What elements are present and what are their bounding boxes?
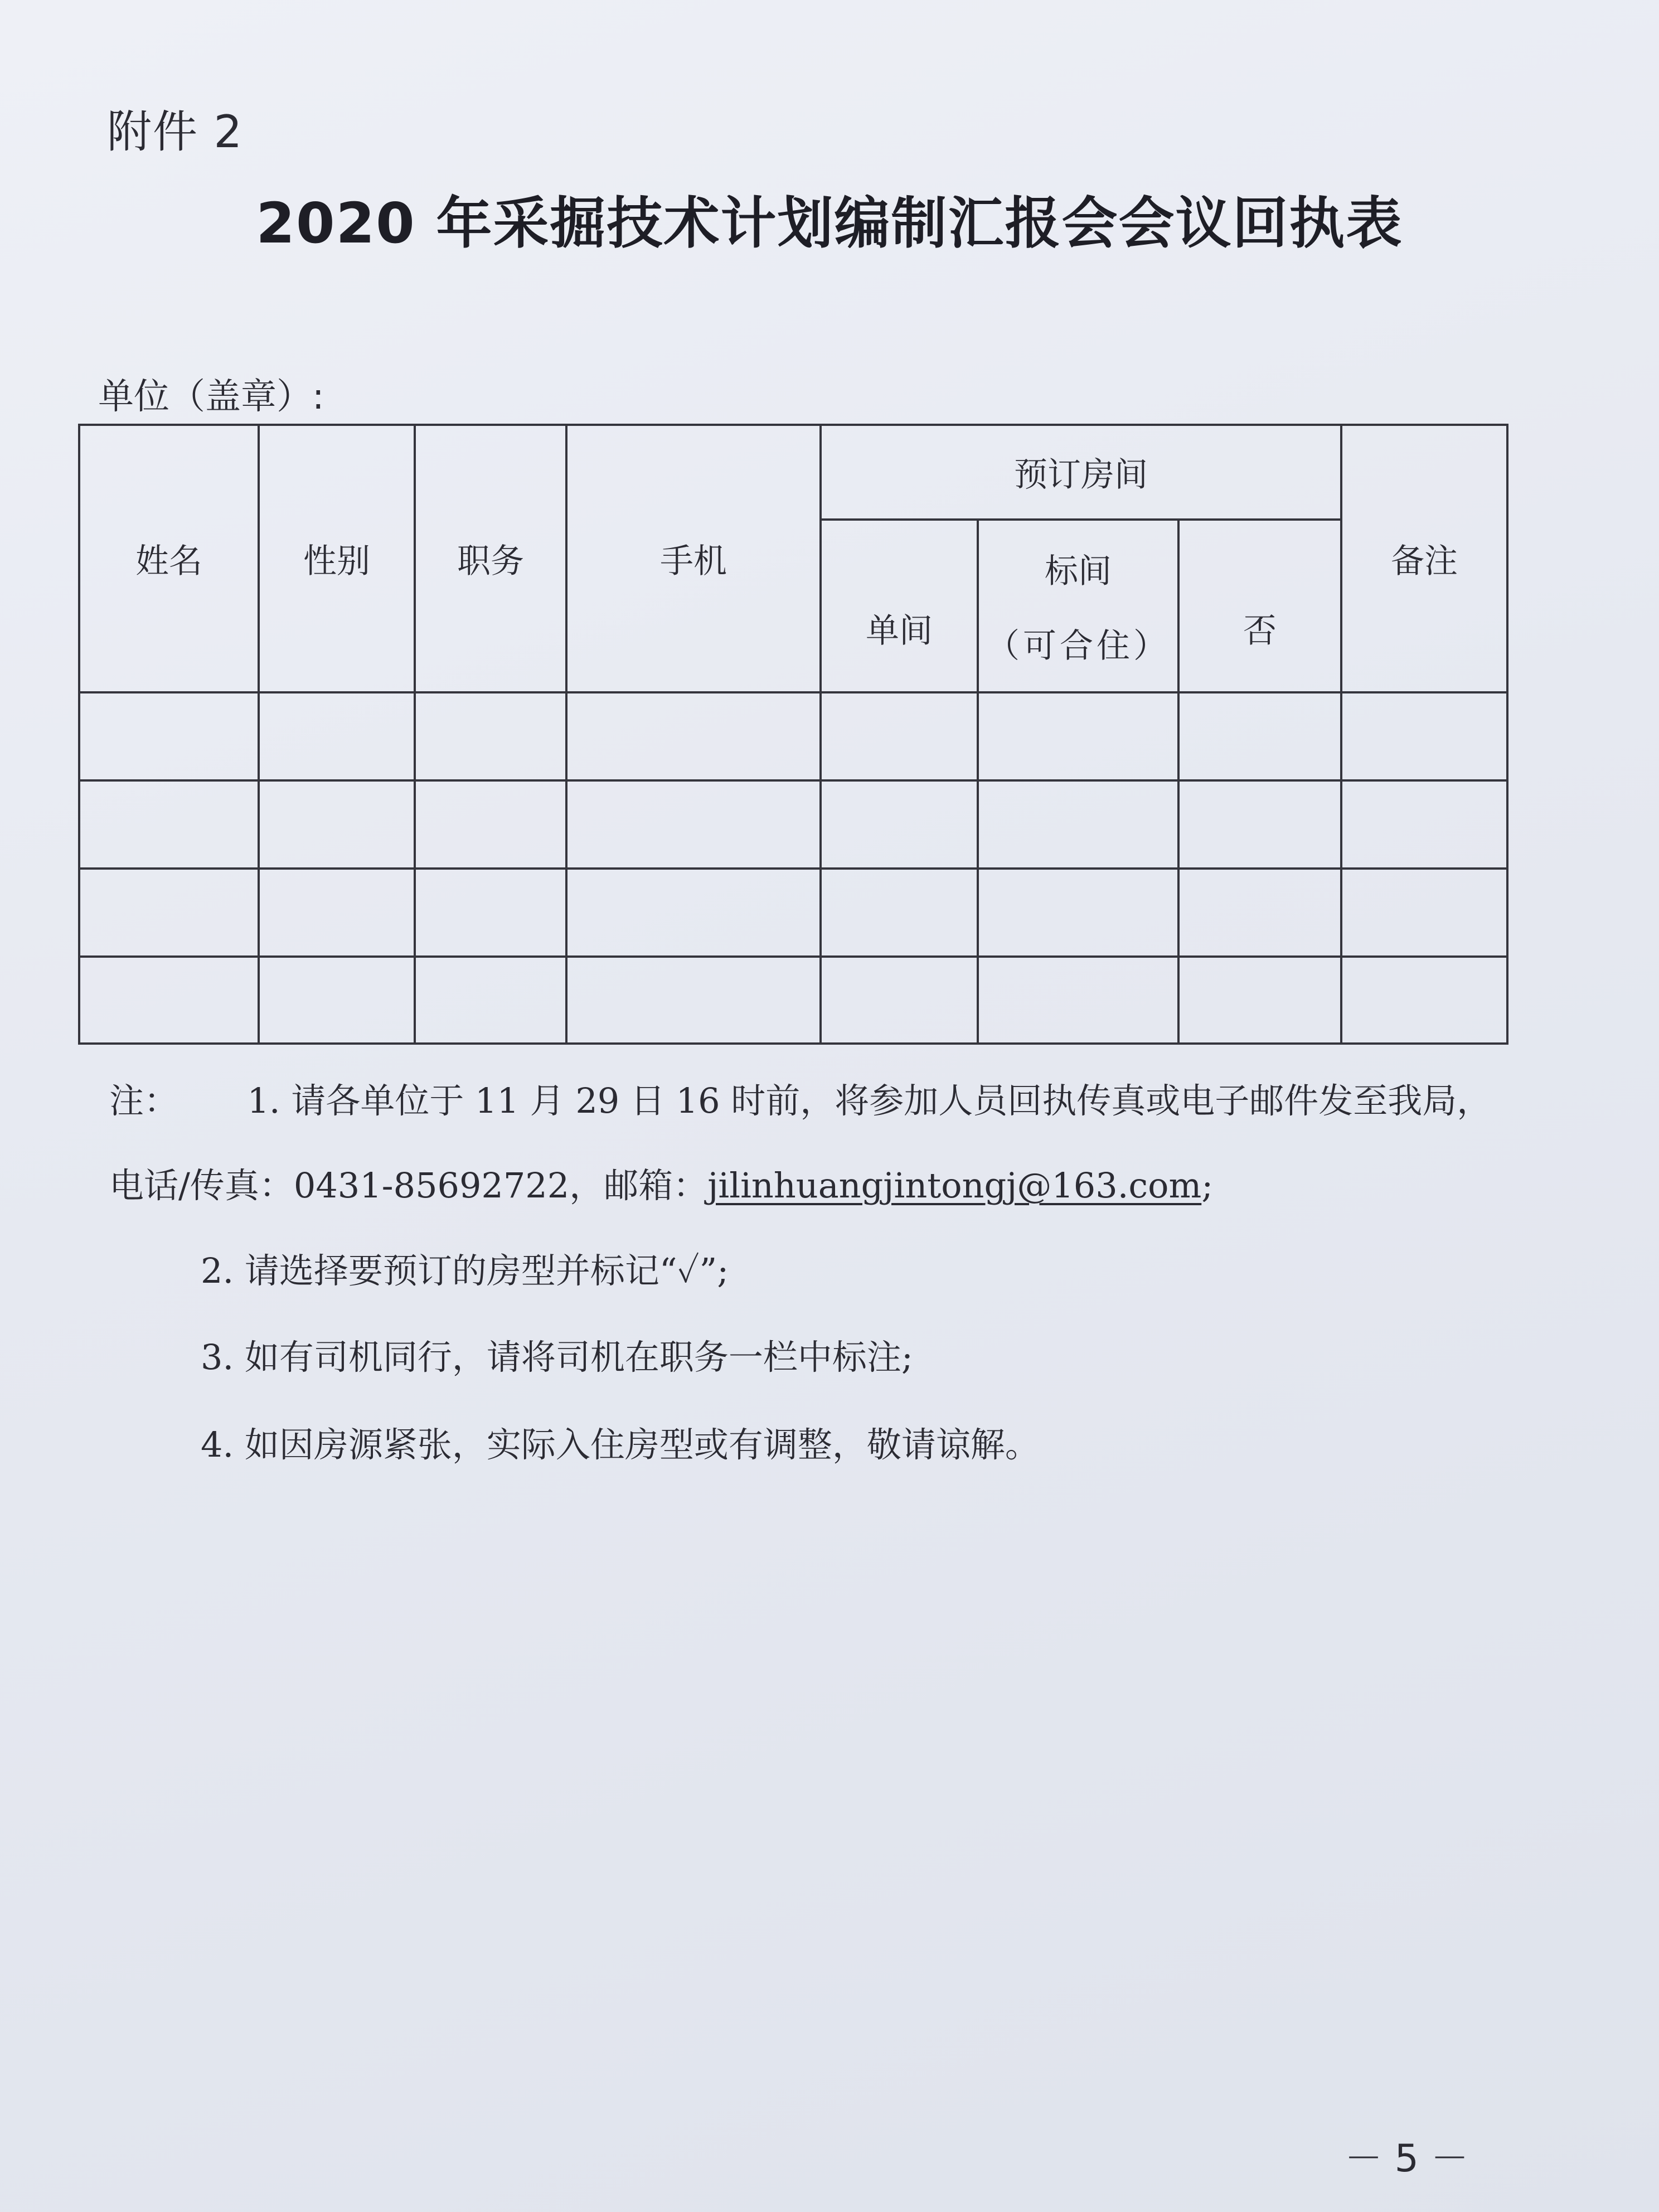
table-cell[interactable]: [978, 692, 1178, 780]
table-row: [79, 869, 1507, 957]
table-cell[interactable]: [259, 692, 415, 780]
table-row: [79, 780, 1507, 869]
page-title: 2020 年采掘技术计划编制汇报会会议回执表: [256, 191, 1403, 256]
table-cell[interactable]: [821, 692, 978, 780]
table-row: [79, 692, 1507, 780]
note-contact: [109, 1158, 1213, 1207]
table-cell[interactable]: [566, 869, 821, 957]
table-cell[interactable]: [79, 869, 259, 957]
header-standard-room-label: 标间: [1045, 552, 1112, 591]
header-name: 姓名: [79, 425, 259, 692]
table-cell[interactable]: [978, 780, 1178, 869]
table-cell[interactable]: [79, 692, 259, 780]
header-standard-room: [978, 520, 1178, 692]
header-no-room-label: 否: [1243, 612, 1277, 651]
table-cell[interactable]: [821, 957, 978, 1044]
table-row: [79, 957, 1507, 1044]
header-single-room: [821, 520, 978, 692]
header-room-booking: 预订房间: [821, 425, 1341, 520]
table-cell[interactable]: [415, 780, 566, 869]
header-gender: 性别: [259, 425, 415, 692]
header-mobile: 手机: [566, 425, 821, 692]
note-1-text: 请各单位于 11 月 29 日 16 时前，将参加人员回执传真或电子邮件发至我局，: [291, 1080, 1492, 1121]
table-cell[interactable]: [415, 957, 566, 1044]
page-number: － 5 －: [1345, 2137, 1469, 2181]
note-prefix: 注：: [109, 1080, 179, 1121]
header-standard-room-note: （可合住）: [986, 627, 1170, 666]
table-cell[interactable]: [259, 957, 415, 1044]
header-no-room: [1178, 520, 1341, 692]
header-position: 职务: [415, 425, 566, 692]
unit-stamp-label: 单位（盖章）:: [98, 376, 324, 418]
table-cell[interactable]: [415, 692, 566, 780]
table-cell[interactable]: [1341, 692, 1507, 780]
contact-text: 电话/传真：0431-85692722，邮箱：: [109, 1165, 708, 1206]
header-single-room-label: 单间: [866, 612, 933, 651]
email-link[interactable]: jilinhuangjintongj@163.com: [707, 1165, 1202, 1206]
table-cell[interactable]: [566, 692, 821, 780]
table-cell[interactable]: [259, 869, 415, 957]
table-cell[interactable]: [79, 957, 259, 1044]
note-1: [109, 1073, 1491, 1123]
table-cell[interactable]: [259, 780, 415, 869]
table-cell[interactable]: [978, 957, 1178, 1044]
table-cell[interactable]: [566, 957, 821, 1044]
note-1-number: 1.: [247, 1080, 280, 1121]
table-cell[interactable]: [1178, 692, 1341, 780]
note-2: 2. 请选择要预订的房型并标记“✓”;: [201, 1250, 729, 1291]
header-remarks: 备注: [1341, 425, 1507, 692]
note-3: 3. 如有司机同行，请将司机在职务一栏中标注;: [201, 1337, 913, 1377]
email-suffix: ;: [1201, 1165, 1214, 1206]
attachment-label: 附件 2: [107, 106, 244, 158]
table-cell[interactable]: [1178, 869, 1341, 957]
note-4: 4. 如因房源紧张，实际入住房型或有调整，敬请谅解。: [201, 1424, 1040, 1465]
table-cell[interactable]: [415, 869, 566, 957]
receipt-form-table: [78, 424, 1508, 1045]
table-cell[interactable]: [1178, 957, 1341, 1044]
table-cell[interactable]: [1178, 780, 1341, 869]
table-cell[interactable]: [566, 780, 821, 869]
table-cell[interactable]: [821, 780, 978, 869]
table-cell[interactable]: [1341, 780, 1507, 869]
table-cell[interactable]: [821, 869, 978, 957]
table-cell[interactable]: [978, 869, 1178, 957]
table-cell[interactable]: [79, 780, 259, 869]
table-cell[interactable]: [1341, 869, 1507, 957]
table-cell[interactable]: [1341, 957, 1507, 1044]
